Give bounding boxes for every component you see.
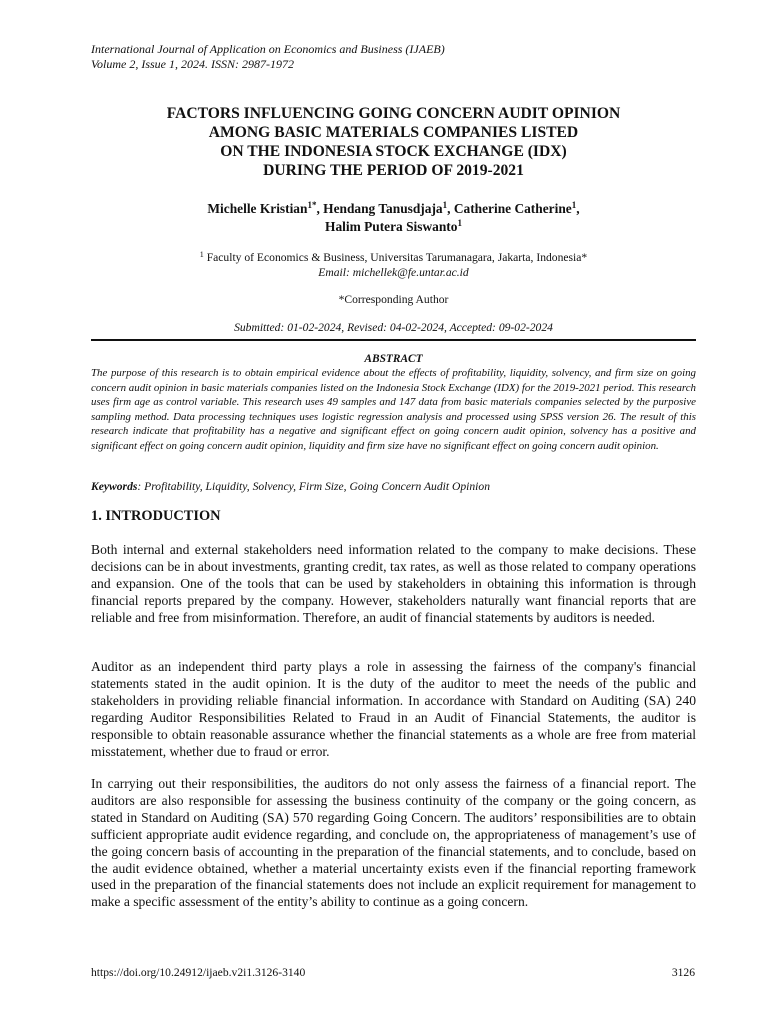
title-line: FACTORS INFLUENCING GOING CONCERN AUDIT OPINION bbox=[166, 105, 621, 122]
author-affiliation-mark: 1 bbox=[457, 218, 462, 228]
author-name: Michelle Kristian bbox=[207, 201, 308, 216]
keywords bbox=[91, 479, 696, 494]
author-name: Halim Putera Siswanto bbox=[325, 219, 458, 234]
doi-link[interactable]: https://doi.org/10.24912/ijaeb.v2i1.3126-3140 bbox=[91, 966, 306, 979]
abstract-text: The purpose of this research is to obtain empirical evidence about the effects of profitability, liquidity, solvency, and firm size on going concern audit opinion in basic materials companies listed on the Indonesia Stock Exchange (IDX) for the 2019-2021 period. This research uses firm age as control variable. This research uses 49 samples and 147 data from basic materials companies selected by the purposive sampling method. Data processing techniques uses logistic regression analysis and processed using SPSS version 26. The result of this research indicate that profitability has a negative and significant effect on going concern audit opinion, solvency has a positive and significant effect on going concern audit opinion, liquidity and firm size have no significant effect on going concern audit opinion. bbox=[91, 367, 696, 452]
author-separator: , bbox=[447, 201, 454, 216]
author-separator: , bbox=[316, 201, 324, 216]
journal-header bbox=[91, 42, 445, 72]
author-name: Catherine Catherine bbox=[453, 201, 572, 216]
body-paragraph: In carrying out their responsibilities, the auditors do not only assess the fairness of a financial report. The auditors are also responsible for assessing the business continuity of the company or the going concern, as stated in Standard on Auditing (SA) 570 regarding Going Concern. The auditors’ responsibilities are to obtain sufficient appropriate audit evidence regarding, and conclude on, the appropriateness of management’s use of the going concern basis of accounting in the preparation of the financial statements, and to conclude, based on the audit evidence obtained, whether a material uncertainty exists even if the financial reporting framework used in the preparation of the financial statements does not include an explicit requirement for management to make a specific assessment of the entity’s ability to continue as a going concern. bbox=[91, 776, 696, 910]
abstract-heading: ABSTRACT bbox=[364, 353, 423, 365]
author-affiliation-mark: 1 bbox=[442, 200, 448, 210]
keywords-label: Keywords bbox=[91, 480, 138, 493]
body-paragraph: Both internal and external stakeholders need information related to the company to make decisions. These decisions can be in about investments, granting credit, tax rates, as well as those related to company operations and expansion. One of the tools that can be used by stakeholders in obtaining this information is through financial reports prepared by the company. However, stakeholders naturally want financial reports that are reliable and free from misinformation. Therefore, an audit of financial statements by auditors is needed. bbox=[91, 542, 696, 625]
body-paragraph: Auditor as an independent third party plays a role in assessing the fairness of the company's financial statements stated in the audit opinion. It is the duty of the auditor to meet the needs of the public and stakeholders in providing reliable financial information. In accordance with Standard on Auditing (SA) 240 regarding Auditor Responsibilities Related to Fraud in an Audit of Financial Statements, the auditor is responsible to obtain reasonable assurance whether the financial statements as a whole are free from material misstatement, whether due to fraud or error. bbox=[91, 659, 696, 759]
paper-title bbox=[91, 104, 696, 180]
author-affiliation-mark: 1 bbox=[571, 200, 577, 210]
corresponding-author-note: *Corresponding Author bbox=[338, 293, 449, 306]
title-line: DURING THE PERIOD OF 2019-2021 bbox=[263, 162, 524, 179]
affiliation bbox=[91, 250, 696, 280]
page-number: 3126 bbox=[671, 966, 695, 979]
submission-dates: Submitted: 01-02-2024, Revised: 04-02-2024, Accepted: 09-02-2024 bbox=[234, 321, 553, 334]
author-name: Hendang Tanusdjaja bbox=[323, 201, 443, 216]
affiliation-text: Faculty of Economics & Business, Universitas Tarumanagara, Jakarta, Indonesia* bbox=[203, 251, 588, 264]
title-line: AMONG BASIC MATERIALS COMPANIES LISTED bbox=[208, 124, 579, 141]
author-separator: , bbox=[576, 201, 580, 216]
affiliation-mark: 1 bbox=[199, 250, 204, 259]
divider-rule bbox=[91, 339, 696, 341]
title-line: ON THE INDONESIA STOCK EXCHANGE (IDX) bbox=[220, 143, 567, 160]
journal-volume: Volume 2, Issue 1, 2024. ISSN: 2987-1972 bbox=[91, 57, 294, 71]
keywords-text: : Profitability, Liquidity, Solvency, Firm Size, Going Concern Audit Opinion bbox=[137, 480, 490, 493]
journal-name: International Journal of Application on Economics and Business (IJAEB) bbox=[91, 42, 445, 56]
section-heading: 1. INTRODUCTION bbox=[91, 508, 221, 524]
author-affiliation-mark: 1* bbox=[307, 200, 317, 210]
author-list bbox=[91, 200, 696, 236]
author-email: Email: michellek@fe.untar.ac.id bbox=[318, 266, 469, 279]
